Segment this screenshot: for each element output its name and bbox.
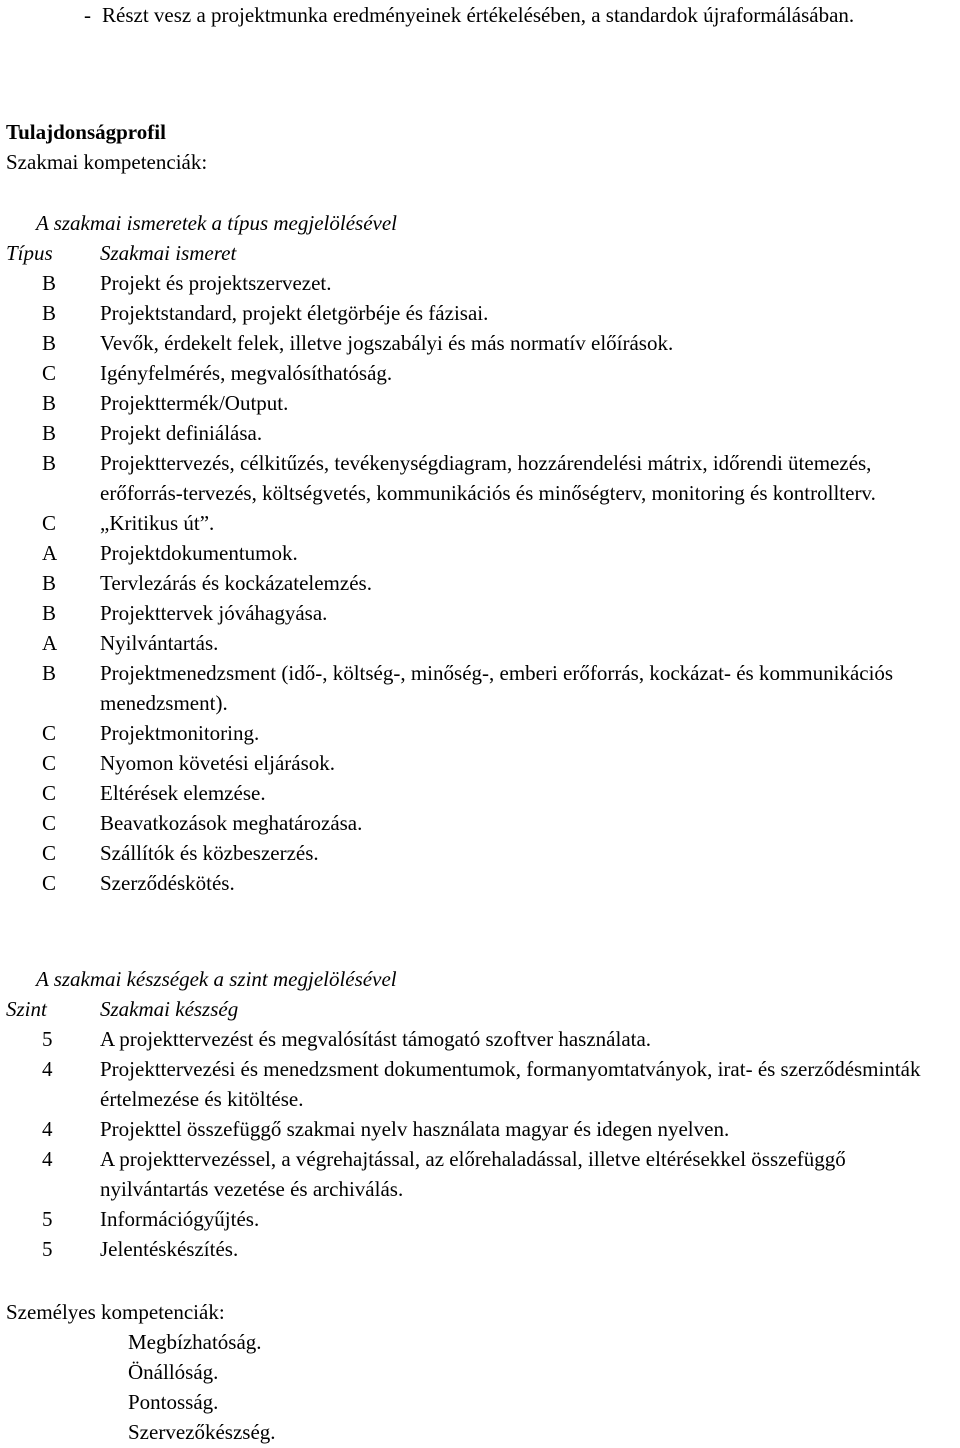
personal-item: Megbízhatóság. <box>128 1330 262 1354</box>
item-text: Projekttervezési és menedzsment dokumentumok, formanyomtatványok, irat- és szerződésminták értelmezése és kitöltése. <box>100 1057 921 1111</box>
item-code: 5 <box>42 1207 53 1231</box>
skills-col-level: Szint <box>6 997 47 1021</box>
list-item <box>6 1204 956 1234</box>
personal-item: Pontosság. <box>128 1390 219 1414</box>
item-text: Eltérések elemzése. <box>100 781 266 805</box>
skills-header-row <box>6 994 956 1024</box>
item-code: B <box>42 391 57 415</box>
item-code: B <box>42 571 57 595</box>
list-item <box>6 358 956 388</box>
item-code: 4 <box>42 1147 53 1171</box>
list-item <box>6 508 956 538</box>
item-text: Projekt és projektszervezet. <box>100 271 332 295</box>
personal-list <box>6 1327 956 1447</box>
profile-section <box>6 117 956 177</box>
item-code: C <box>42 841 57 865</box>
item-code: C <box>42 361 57 385</box>
item-code: B <box>42 451 57 475</box>
item-text: Információgyűjtés. <box>100 1207 260 1231</box>
item-code: A <box>42 631 58 655</box>
item-code: B <box>42 421 57 445</box>
knowledge-col-item: Szakmai ismeret <box>100 241 237 265</box>
item-code: B <box>42 331 57 355</box>
item-code: C <box>42 751 57 775</box>
personal-item: Szervezőkészség. <box>128 1420 276 1444</box>
knowledge-header-row <box>6 238 956 268</box>
list-item <box>6 568 956 598</box>
item-code: C <box>42 511 57 535</box>
list-item <box>6 268 956 298</box>
skills-list <box>6 1024 956 1264</box>
list-item <box>6 748 956 778</box>
intro-text: Részt vesz a projektmunka eredményeinek értékelésében, a standardok újraformálásában. <box>102 3 855 27</box>
item-code: B <box>42 661 57 685</box>
item-text: Nyilvántartás. <box>100 631 219 655</box>
bullet-dash: - <box>84 3 91 27</box>
personal-heading: Személyes kompetenciák: <box>6 1300 225 1324</box>
item-code: 4 <box>42 1057 53 1081</box>
item-code: B <box>42 301 57 325</box>
item-text: Jelentéskészítés. <box>100 1237 239 1261</box>
profile-title: Tulajdonságprofil <box>6 120 166 144</box>
item-code: B <box>42 271 57 295</box>
personal-item: Önállóság. <box>128 1360 219 1384</box>
item-text: Szerződéskötés. <box>100 871 235 895</box>
skills-heading: A szakmai készségek a szint megjelölésével <box>36 967 397 991</box>
item-text: Vevők, érdekelt felek, illetve jogszabályi és más normatív előírások. <box>100 331 674 355</box>
skills-col-item: Szakmai készség <box>100 997 239 1021</box>
item-code: C <box>42 811 57 835</box>
item-code: C <box>42 781 57 805</box>
item-code: 5 <box>42 1027 53 1051</box>
item-text: Szállítók és közbeszerzés. <box>100 841 319 865</box>
item-text: A projekttervezést és megvalósítást támogató szoftver használata. <box>100 1027 652 1051</box>
list-item <box>6 418 956 448</box>
list-item <box>6 538 956 568</box>
item-text: Projekt definiálása. <box>100 421 263 445</box>
item-text: Projektstandard, projekt életgörbéje és fázisai. <box>100 301 489 325</box>
item-text: Nyomon követési eljárások. <box>100 751 336 775</box>
item-code: C <box>42 721 57 745</box>
list-item <box>6 628 956 658</box>
knowledge-section <box>6 208 956 898</box>
list-item <box>6 658 956 718</box>
item-code: C <box>42 871 57 895</box>
list-item <box>6 718 956 748</box>
item-text: Projekttel összefüggő szakmai nyelv használata magyar és idegen nyelven. <box>100 1117 730 1141</box>
knowledge-col-type: Típus <box>6 241 53 265</box>
list-item <box>6 838 956 868</box>
knowledge-heading: A szakmai ismeretek a típus megjelölésével <box>36 211 397 235</box>
item-text: Projekttervek jóváhagyása. <box>100 601 328 625</box>
item-text: Projektdokumentumok. <box>100 541 298 565</box>
intro-bullet <box>84 0 944 30</box>
list-item <box>6 1114 956 1144</box>
item-text: Projektmenedzsment (idő-, költség-, minőség-, emberi erőforrás, kockázat- és kommunikációs menedzsment). <box>100 661 894 715</box>
item-text: „Kritikus út”. <box>100 511 215 535</box>
item-text: Igényfelmérés, megvalósíthatóság. <box>100 361 393 385</box>
skills-section <box>6 964 956 1264</box>
item-text: Projekttervezés, célkitűzés, tevékenységdiagram, hozzárendelési mátrix, időrendi ütemezés, erőforrás-tervezés, költségvetés, kommunikációs és minőségterv, monitoring és kontrollterv. <box>100 451 876 505</box>
list-item <box>6 298 956 328</box>
list-item <box>6 388 956 418</box>
list-item <box>6 1024 956 1054</box>
list-item <box>6 1144 956 1204</box>
item-text: Projektmonitoring. <box>100 721 260 745</box>
item-text: Tervlezárás és kockázatelemzés. <box>100 571 372 595</box>
list-item <box>6 1234 956 1264</box>
list-item <box>6 868 956 898</box>
knowledge-list <box>6 268 956 898</box>
item-text: Beavatkozások meghatározása. <box>100 811 363 835</box>
list-item <box>6 778 956 808</box>
list-item <box>6 598 956 628</box>
profile-subtitle: Szakmai kompetenciák: <box>6 150 208 174</box>
list-item <box>6 1054 956 1114</box>
list-item <box>6 448 956 508</box>
personal-section <box>6 1297 956 1447</box>
item-code: 4 <box>42 1117 53 1141</box>
list-item <box>6 328 956 358</box>
item-code: A <box>42 541 58 565</box>
list-item <box>6 808 956 838</box>
item-text: A projekttervezéssel, a végrehajtással, az előrehaladással, illetve eltérésekkel összefüggő nyilvántartás vezetése és archiválás. <box>100 1147 846 1201</box>
item-text: Projekttermék/Output. <box>100 391 289 415</box>
item-code: 5 <box>42 1237 53 1261</box>
item-code: B <box>42 601 57 625</box>
